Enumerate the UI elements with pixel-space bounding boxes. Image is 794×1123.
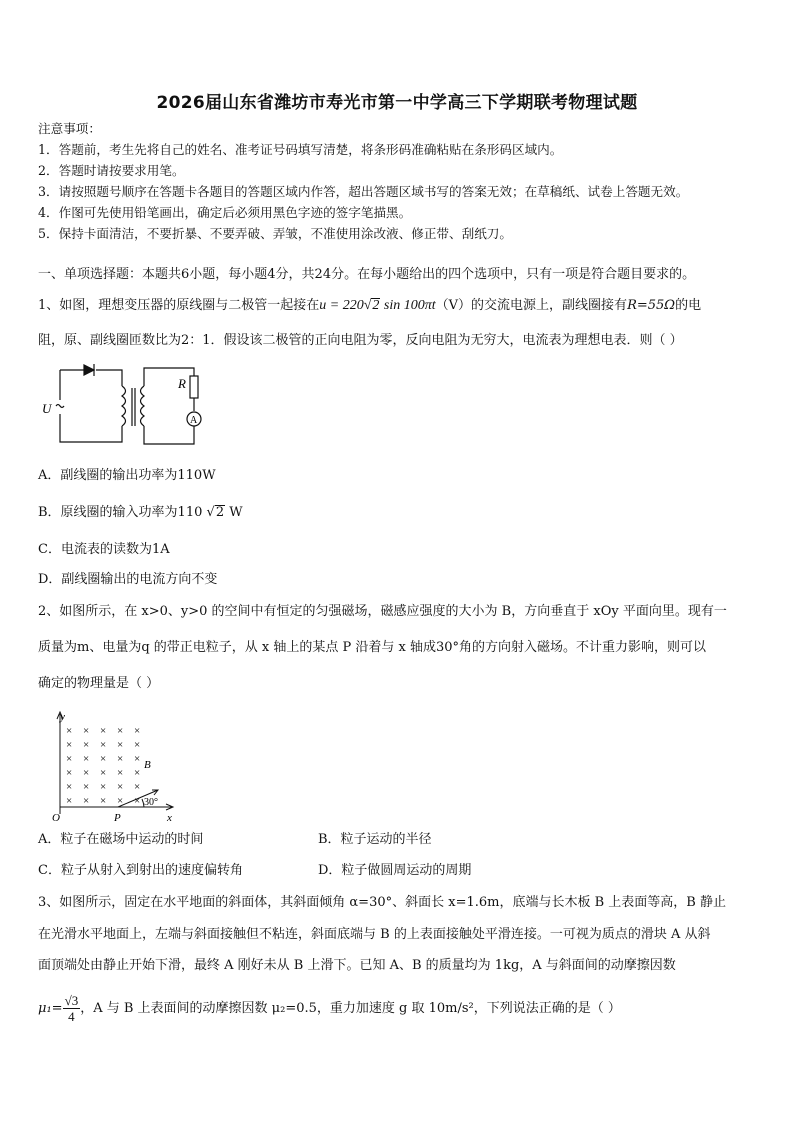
field-cross: × (100, 795, 107, 807)
q2-origin-label: O (52, 812, 60, 824)
field-cross: × (134, 795, 141, 807)
q2-axis-y: y (60, 711, 65, 723)
field-cross: × (83, 795, 90, 807)
q2-line2: 质量为m、电量为q 的带正电粒子，从 x 轴上的某点 P 沿着与 x 轴成30°角的方向射入磁场。不计重力影响，则可以 (38, 640, 707, 655)
field-cross: × (117, 767, 124, 779)
section-heading: 一、单项选择题：本题共6小题，每小题4分，共24分。在每小题给出的四个选项中，只有一项是符合题目要求的。 (38, 267, 696, 282)
q2-field-label-b: B (144, 759, 151, 771)
field-cross: × (100, 739, 107, 751)
q1-text-c: 的电 (675, 298, 702, 313)
q3-line2: 在光滑水平地面上，左端与斜面接触但不粘连，斜面底端与 B 的上表面接触处平滑连接。一可视为质点的滑块 A 从斜 (38, 927, 711, 942)
notice-item: 4．作图可先使用铅笔画出，确定后必须用黑色字迹的签字笔描黑。 (38, 205, 412, 220)
q1-option-d: D．副线圈输出的电流方向不变 (38, 572, 218, 587)
q3-line1: 3、如图所示，固定在水平地面的斜面体，其斜面倾角 α=30°、斜面长 x=1.6m，底端与长木板 B 上表面等高，B 静止 (38, 895, 726, 910)
field-cross: × (117, 753, 124, 765)
q1-line2: 阻，原、副线圈匝数比为2：1．假设该二极管的正向电阻为零，反向电阻为无穷大，电流表为理想电表．则（ ） (38, 333, 683, 348)
q2-axis-x: x (167, 812, 172, 824)
q1-text-b: （V）的交流电源上，副线圈接有 (435, 298, 628, 313)
q2-line1: 2、如图所示，在 x>0、y>0 的空间中有恒定的匀强磁场，磁感应强度的大小为 B，方向垂直于 xOy 平面向里。现有一 (38, 604, 727, 619)
q2-option-b: B．粒子运动的半径 (318, 832, 432, 847)
q1-circuit-figure (36, 356, 206, 456)
field-cross: × (117, 725, 124, 737)
notice-item: 2．答题时请按要求用笔。 (38, 163, 185, 178)
q1-text-a: 1、如图，理想变压器的原线圈与二极管一起接在 (38, 298, 320, 313)
notice-heading: 注意事项： (38, 121, 101, 136)
q1-label-u: U (42, 401, 52, 416)
field-cross: × (66, 725, 73, 737)
field-cross: × (66, 795, 73, 807)
q1-formula: u = 220√2 sin 100πt (319, 298, 436, 313)
q2-angle-label: 30° (144, 797, 158, 808)
field-cross: × (117, 795, 124, 807)
field-cross: × (100, 753, 107, 765)
field-cross: × (66, 753, 73, 765)
field-cross: × (66, 767, 73, 779)
field-cross: × (66, 781, 73, 793)
magnetic-field-crosses (66, 725, 140, 807)
q2-point-p: P (114, 812, 121, 824)
field-cross: × (134, 739, 141, 751)
q3-line4-text: ，A 与 B 上表面间的动摩擦因数 μ₂=0.5，重力加速度 g 取 10m/s²，下列说法正确的是（ ） (80, 1001, 621, 1016)
notice-item: 3．请按照题号顺序在答题卡各题目的答题区域内作答，超出答题区域书写的答案无效；在草稿纸、试卷上答题无效。 (38, 184, 689, 199)
field-cross: × (83, 739, 90, 751)
field-cross: × (100, 781, 107, 793)
field-cross: × (100, 767, 107, 779)
field-cross: × (117, 739, 124, 751)
q1-label-r: R (178, 376, 186, 391)
q3-line3: 面顶端处由静止开始下滑，最终 A 刚好未从 B 上滑下。已知 A、B 的质量均为 1kg，A 与斜面间的动摩擦因数 (38, 958, 676, 973)
field-cross: × (83, 725, 90, 737)
field-cross: × (134, 725, 141, 737)
field-cross: × (66, 739, 73, 751)
q3-line4 (38, 992, 621, 1026)
q1-resistance: R=55Ω (627, 298, 676, 313)
q2-option-a: A．粒子在磁场中运动的时间 (38, 832, 204, 847)
q1-option-b: B．原线圈的输入功率为110 √2 W (38, 505, 243, 520)
q2-option-c: C．粒子从射入到射出的速度偏转角 (38, 863, 243, 878)
field-cross: × (83, 767, 90, 779)
notice-item: 5．保持卡面清洁，不要折暴、不要弄破、弄皱，不准使用涂改液、修正带、刮纸刀。 (38, 226, 512, 241)
field-cross: × (117, 781, 124, 793)
q1-option-c: C．电流表的读数为1A (38, 542, 170, 557)
field-cross: × (83, 753, 90, 765)
field-cross: × (134, 767, 141, 779)
q3-mu1-label: μ₁= (38, 1001, 63, 1016)
notice-item: 1．答题前，考生先将自己的姓名、准考证号码填写清楚，将条形码准确粘贴在条形码区域内。 (38, 142, 563, 157)
q2-magnetic-field-figure (48, 706, 183, 824)
q3-mu1-fraction: $\frac{√3}{4}$ (64, 993, 79, 1024)
q2-option-d: D．粒子做圆周运动的周期 (318, 863, 472, 878)
field-cross: × (100, 725, 107, 737)
field-cross: × (134, 753, 141, 765)
q1-option-a: A．副线圈的输出功率为110W (38, 468, 216, 483)
q1-line1 (38, 298, 701, 314)
field-cross: × (134, 781, 141, 793)
q1-ammeter-label: A (190, 415, 198, 426)
q2-line3: 确定的物理量是（ ） (38, 676, 160, 691)
field-cross: × (83, 781, 90, 793)
page-title: 2026届山东省潍坊市寿光市第一中学高三下学期联考物理试题 (156, 93, 638, 113)
